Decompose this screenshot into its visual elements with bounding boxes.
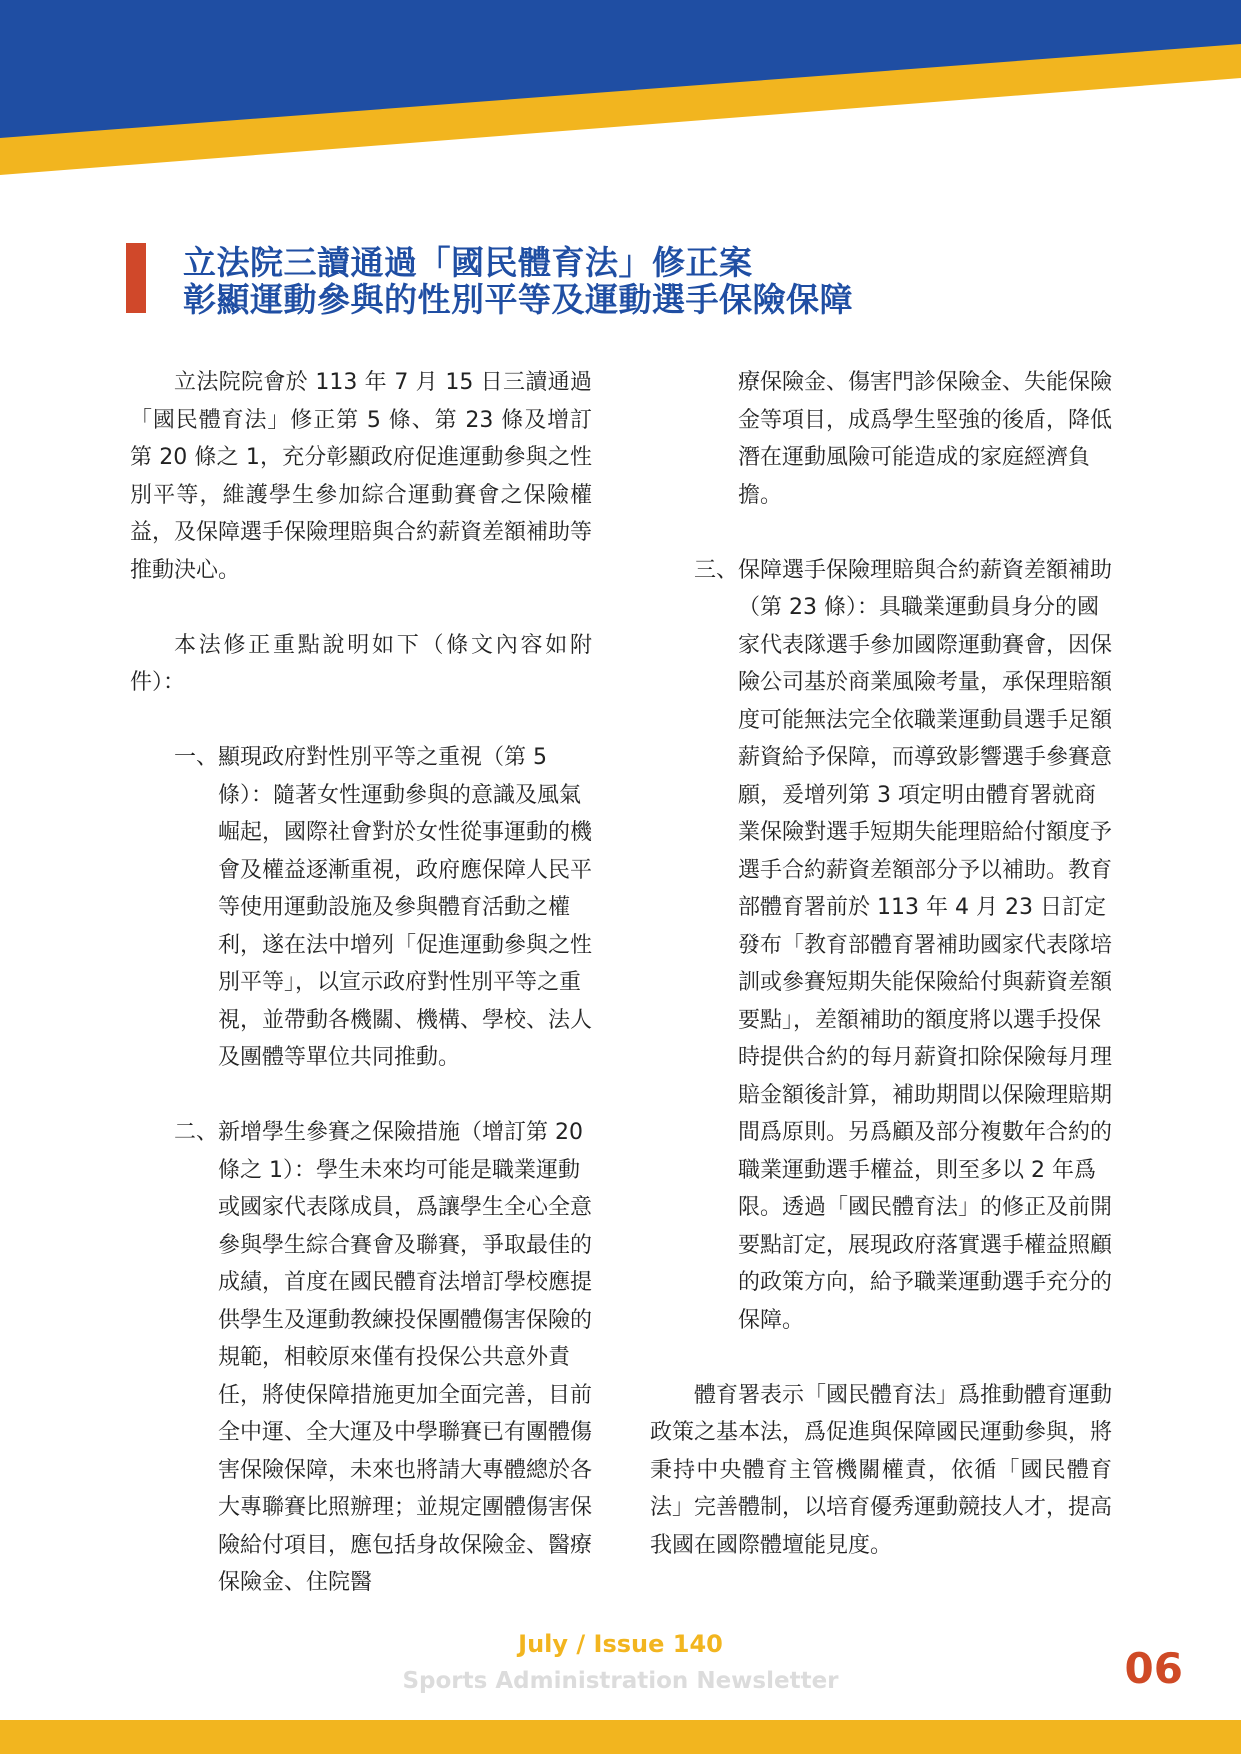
list-item-3-text: 保障選手保險理賠與合約薪資差額補助（第 23 條）：具職業運動員身分的國家代表隊選手參加國際運動賽會，因保險公司基於商業風險考量，承保理賠額度可能無法完全依職業運動員選手足額薪資給予保障，而導致影響選手參賽意願，爰增列第 3 項定明由體育署就商業保險對選手短期失能理賠給付額度予選手合約薪資差額部分予以補助。教育部體育署前於 113 年 4 月 23 日訂定發布「教育部體育署補助國家代表隊培訓或參賽短期失能保險給付與薪資差額要點」，差額補助的額度將以選手投保時提供合約的每月薪資扣除保險每月理賠金額後計算，補助期間以保險理賠期間爲原則。另爲顧及部分複數年合約的職業運動選手權益，則至多以 2 年爲限。透過「國民體育法」的修正及前開要點訂定，展現政府落實選手權益照顧的政策方向，給予職業運動選手充分的保障。 <box>738 557 1113 1333</box>
list-item-2-number: 二、 <box>174 1120 219 1145</box>
list-item-2-continued-text: 療保險金、傷害門診保險金、失能保險金等項目，成爲學生堅強的後盾，降低潛在運動風險可能造成的家庭經濟負擔。 <box>738 370 1113 508</box>
title-line-2: 彰顯運動參與的性別平等及運動選手保險保障 <box>183 280 853 319</box>
list-item-3 <box>694 552 1112 1340</box>
list-item-1-number: 一、 <box>174 745 219 770</box>
list-item-2-text: 新增學生參賽之保險措施（增訂第 20 條之 1）：學生未來均可能是職業運動或國家代表隊成員，爲讓學生全心全意參與學生綜合賽會及聯賽，爭取最佳的成績，首度在國民體育法增訂學校應提供學生及運動教練投保團體傷害保險的規範，相較原來僅有投保公共意外責任，將使保障措施更加全面完善，目前全中運、全大運及中學聯賽已有團體傷害保險保障，未來也將請大專體總於各大專聯賽比照辦理；並規定團體傷害保險給付項目，應包括身故保險金、醫療保險金、住院醫 <box>218 1120 593 1595</box>
lead-paragraph: 本法修正重點說明如下（條文內容如附件）： <box>130 632 592 695</box>
closing-paragraph: 體育署表示「國民體育法」爲推動體育運動政策之基本法，爲促進與保障國民運動參與，將秉持中央體育主管機關權責，依循「國民體育法」完善體制，以培育優秀運動競技人才，提高我國在國際體壇能見度。 <box>650 1382 1113 1558</box>
issue-label: July / Issue 140 <box>518 1630 723 1658</box>
list-item-2-continued <box>738 364 1112 514</box>
left-column <box>130 364 592 1602</box>
title-line-1: 立法院三讀通過「國民體育法」修正案 <box>183 243 753 282</box>
newsletter-name: Sports Administration Newsletter <box>402 1668 839 1694</box>
list-item-1 <box>174 739 592 1077</box>
page-number: 06 <box>1124 1644 1183 1693</box>
right-column <box>650 364 1112 1564</box>
title-accent-bar <box>126 243 146 313</box>
list-item-3-number: 三、 <box>694 557 739 583</box>
list-item-1-text: 顯現政府對性別平等之重視（第 5 條）：隨著女性運動參與的意識及風氣崛起，國際社會對於女性從事運動的機會及權益逐漸重視，政府應保障人民平等使用運動設施及參與體育活動之權利，遂在法中增列「促進運動參與之性別平等」，以宣示政府對性別平等之重視，並帶動各機關、機構、學校、法人及團體等單位共同推動。 <box>218 745 593 1070</box>
footer-bar <box>0 1720 1241 1754</box>
header-banner <box>0 0 1241 180</box>
intro-paragraph: 立法院院會於 113 年 7 月 15 日三讀通過「國民體育法」修正第 5 條、第 23 條及增訂第 20 條之 1，充分彰顯政府促進運動參與之性別平等，維護學生參加綜合運動賽會之保險權益，及保障選手保險理賠與合約薪資差額補助等推動決心。 <box>130 370 593 583</box>
list-item-2 <box>174 1114 592 1602</box>
